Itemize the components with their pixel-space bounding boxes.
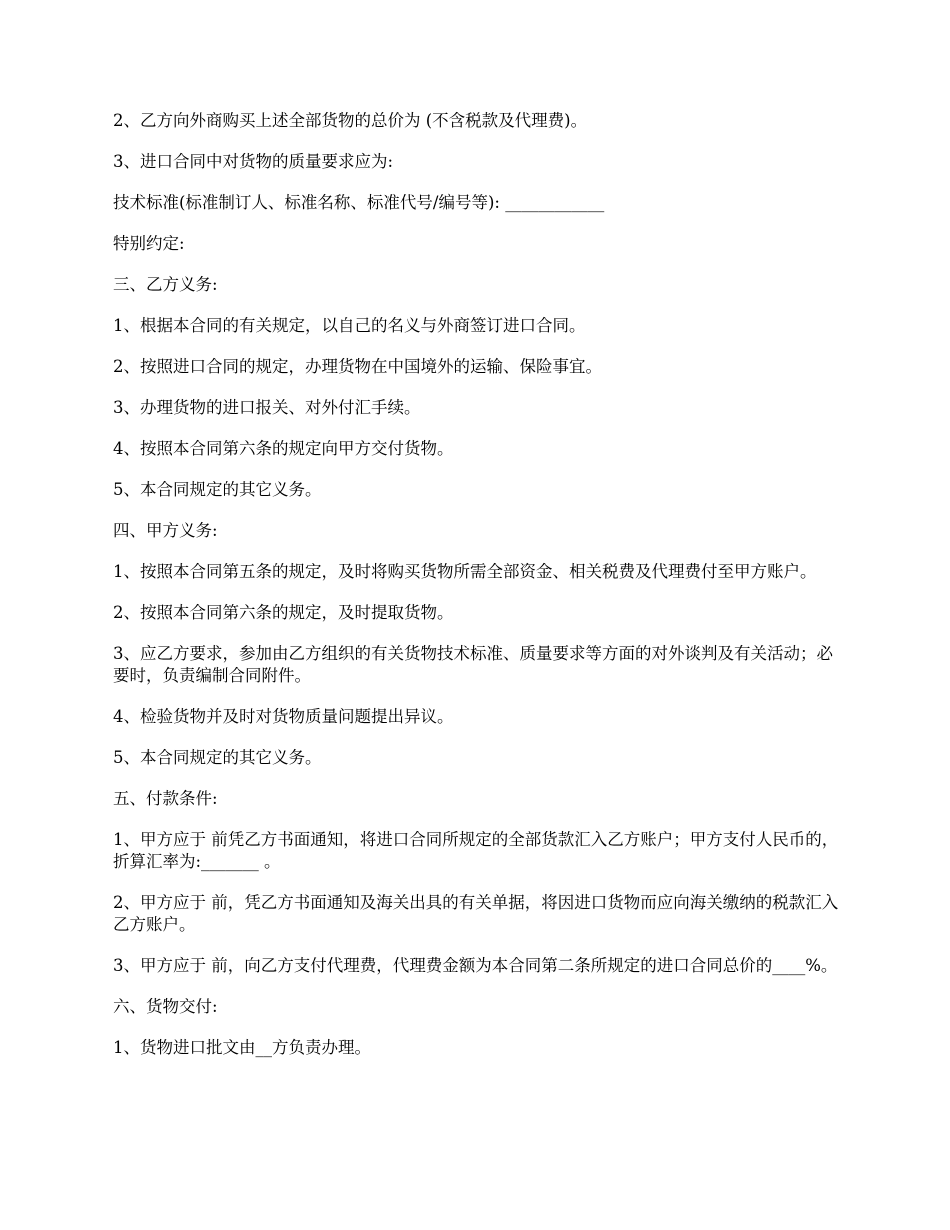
heading-goods-delivery: 六、货物交付: (113, 997, 218, 1016)
paragraph-a-obligation-2: 2、按照本合同第六条的规定，及时提取货物。 (113, 603, 454, 622)
paragraph-technical-standard: 技术标准(标准制订人、标准名称、标准代号/编号等): ____________ (113, 193, 605, 212)
paragraph-b-obligation-2: 2、按照进口合同的规定，办理货物在中国境外的运输、保险事宜。 (113, 357, 602, 376)
paragraph-payment-1: 1、甲方应于 前凭乙方书面通知，将进口合同所规定的全部货款汇入乙方账户；甲方支付人民币的，折算汇率为:_______ 。 (113, 830, 839, 871)
document-body (113, 110, 839, 1078)
paragraph-payment-2: 2、甲方应于 前，凭乙方书面通知及海关出具的有关单据，将因进口货物而应向海关缴纳的税款汇入乙方账户。 (113, 893, 839, 934)
paragraph-a-obligation-3: 3、应乙方要求，参加由乙方组织的有关货物技术标准、质量要求等方面的对外谈判及有关活动；必要时，负责编制合同附件。 (113, 644, 833, 685)
paragraph-b-obligation-5: 5、本合同规定的其它义务。 (113, 480, 322, 499)
paragraph-total-price: 2、乙方向外商购买上述全部货物的总价为 (不含税款及代理费)。 (113, 111, 588, 130)
paragraph-b-obligation-4: 4、按照本合同第六条的规定向甲方交付货物。 (113, 439, 454, 458)
paragraph-b-obligation-3: 3、办理货物的进口报关、对外付汇手续。 (113, 398, 421, 417)
paragraph-special-agreement: 特别约定: (113, 234, 185, 253)
paragraph-a-obligation-5: 5、本合同规定的其它义务。 (113, 748, 322, 767)
paragraph-quality-requirements: 3、进口合同中对货物的质量要求应为: (113, 152, 394, 171)
paragraph-payment-3: 3、甲方应于 前，向乙方支付代理费，代理费金额为本合同第二条所规定的进口合同总价的____%。 (113, 956, 838, 975)
paragraph-b-obligation-1: 1、根据本合同的有关规定，以自己的名义与外商签订进口合同。 (113, 316, 586, 335)
heading-party-a-obligations: 四、甲方义务: (113, 521, 218, 540)
paragraph-delivery-1: 1、货物进口批文由__方负责办理。 (113, 1038, 371, 1057)
paragraph-a-obligation-1: 1、按照本合同第五条的规定，及时将购买货物所需全部资金、相关税费及代理费付至甲方账户。 (113, 562, 817, 581)
paragraph-a-obligation-4: 4、检验货物并及时对货物质量问题提出异议。 (113, 707, 454, 726)
heading-party-b-obligations: 三、乙方义务: (113, 275, 218, 294)
heading-payment-terms: 五、付款条件: (113, 789, 218, 808)
